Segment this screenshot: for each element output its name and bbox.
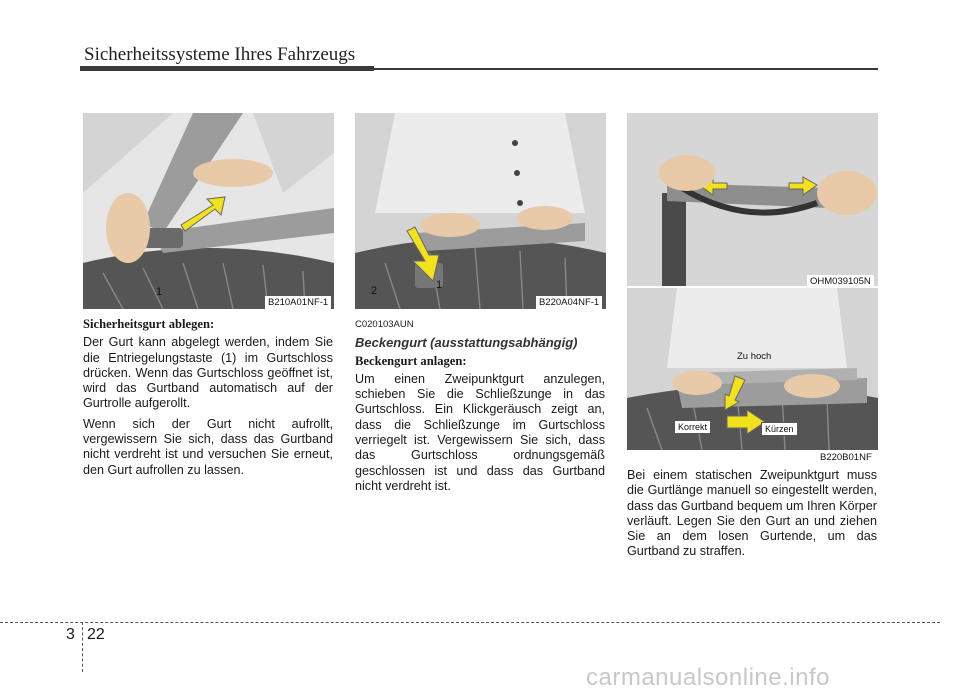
column-3 (627, 468, 877, 565)
figure-belt-adjust-photo (627, 113, 878, 286)
figure-lap-belt-code: B220A04NF-1 (536, 296, 602, 310)
header-rule-thin (374, 68, 878, 70)
figure-lap-belt-illustration (355, 113, 606, 309)
footer-vertical-rule (82, 622, 83, 672)
column-1 (83, 317, 333, 483)
figure-lap-belt-callout-2: 2 (371, 285, 378, 297)
watermark-text: carmanualsonline.info (586, 664, 830, 691)
figure-unbuckle-illustration (83, 113, 334, 309)
figure-belt-position-code: B220B01NF (817, 451, 875, 465)
page-header-title: Sicherheitssysteme Ihres Fahrzeugs (84, 44, 356, 65)
column-2 (355, 317, 605, 499)
col2-section-code: C020103AUN (355, 319, 414, 330)
figure-belt-position-label-correct: Korrekt (674, 420, 711, 434)
col2-paragraph-1: Um einen Zweipunktgurt anzulegen, schieben Sie die Schließzunge in das Gurtschloss. Ein Klickgeräusch zeigt an, dass die Schließzunge im Gurtschloss verriegelt ist. Vergewissern Sie sich, dass das Gurtschloss ordnungsgemäß geschlossen ist und dass das Gurtband nicht verdreht ist. (355, 371, 605, 493)
col1-heading: Sicherheitsgurt ablegen: (83, 317, 215, 331)
figure-belt-position-photo (627, 288, 878, 450)
header-rule-thick (80, 66, 374, 71)
figure-unbuckle-code: B210A01NF-1 (265, 296, 331, 310)
figure-lap-belt-callout-1: 1 (436, 279, 443, 291)
figure-lap-belt-photo (355, 113, 606, 309)
figure-unbuckle-callout: 1 (156, 286, 163, 298)
figure-belt-position-label-too-high: Zu hoch (737, 351, 772, 362)
footer-rule (0, 622, 940, 623)
figure-belt-position-illustration (627, 288, 878, 450)
col1-paragraph-2: Wenn sich der Gurt nicht aufrollt, vergewissern Sie sich, dass das Gurtband nicht verdreht ist und versuchen Sie erneut, den Gurt aufrollen zu lassen. (83, 416, 333, 477)
col3-paragraph-1: Bei einem statischen Zweipunktgurt muss die Gurtlänge manuell so eingestellt werden, dass das Gurtband bequem um Ihren Körper verläuft. Legen Sie den Gurt an und ziehen Sie an dem losen Gurtende, um das Gurtband zu straffen. (627, 468, 877, 559)
col1-paragraph-1: Der Gurt kann abgelegt werden, indem Sie die Entriegelungstaste (1) im Gurtschloss drücken. Wenn das Gurtschloss geöffnet ist, wird das Gurtband automatisch auf der Gurtrolle aufgerollt. (83, 335, 333, 411)
page-number: 22 (87, 626, 105, 643)
figure-belt-position-label-shorten: Kürzen (761, 422, 798, 436)
figure-belt-adjust-code: OHM039105N (807, 275, 874, 289)
col2-heading: Beckengurt anlagen: (355, 353, 467, 368)
page-chapter-number: 3 (66, 626, 75, 643)
figure-belt-adjust-illustration (627, 113, 878, 286)
figure-unbuckle-photo (83, 113, 334, 309)
col2-section-title: Beckengurt (ausstattungsabhängig) (355, 335, 578, 351)
